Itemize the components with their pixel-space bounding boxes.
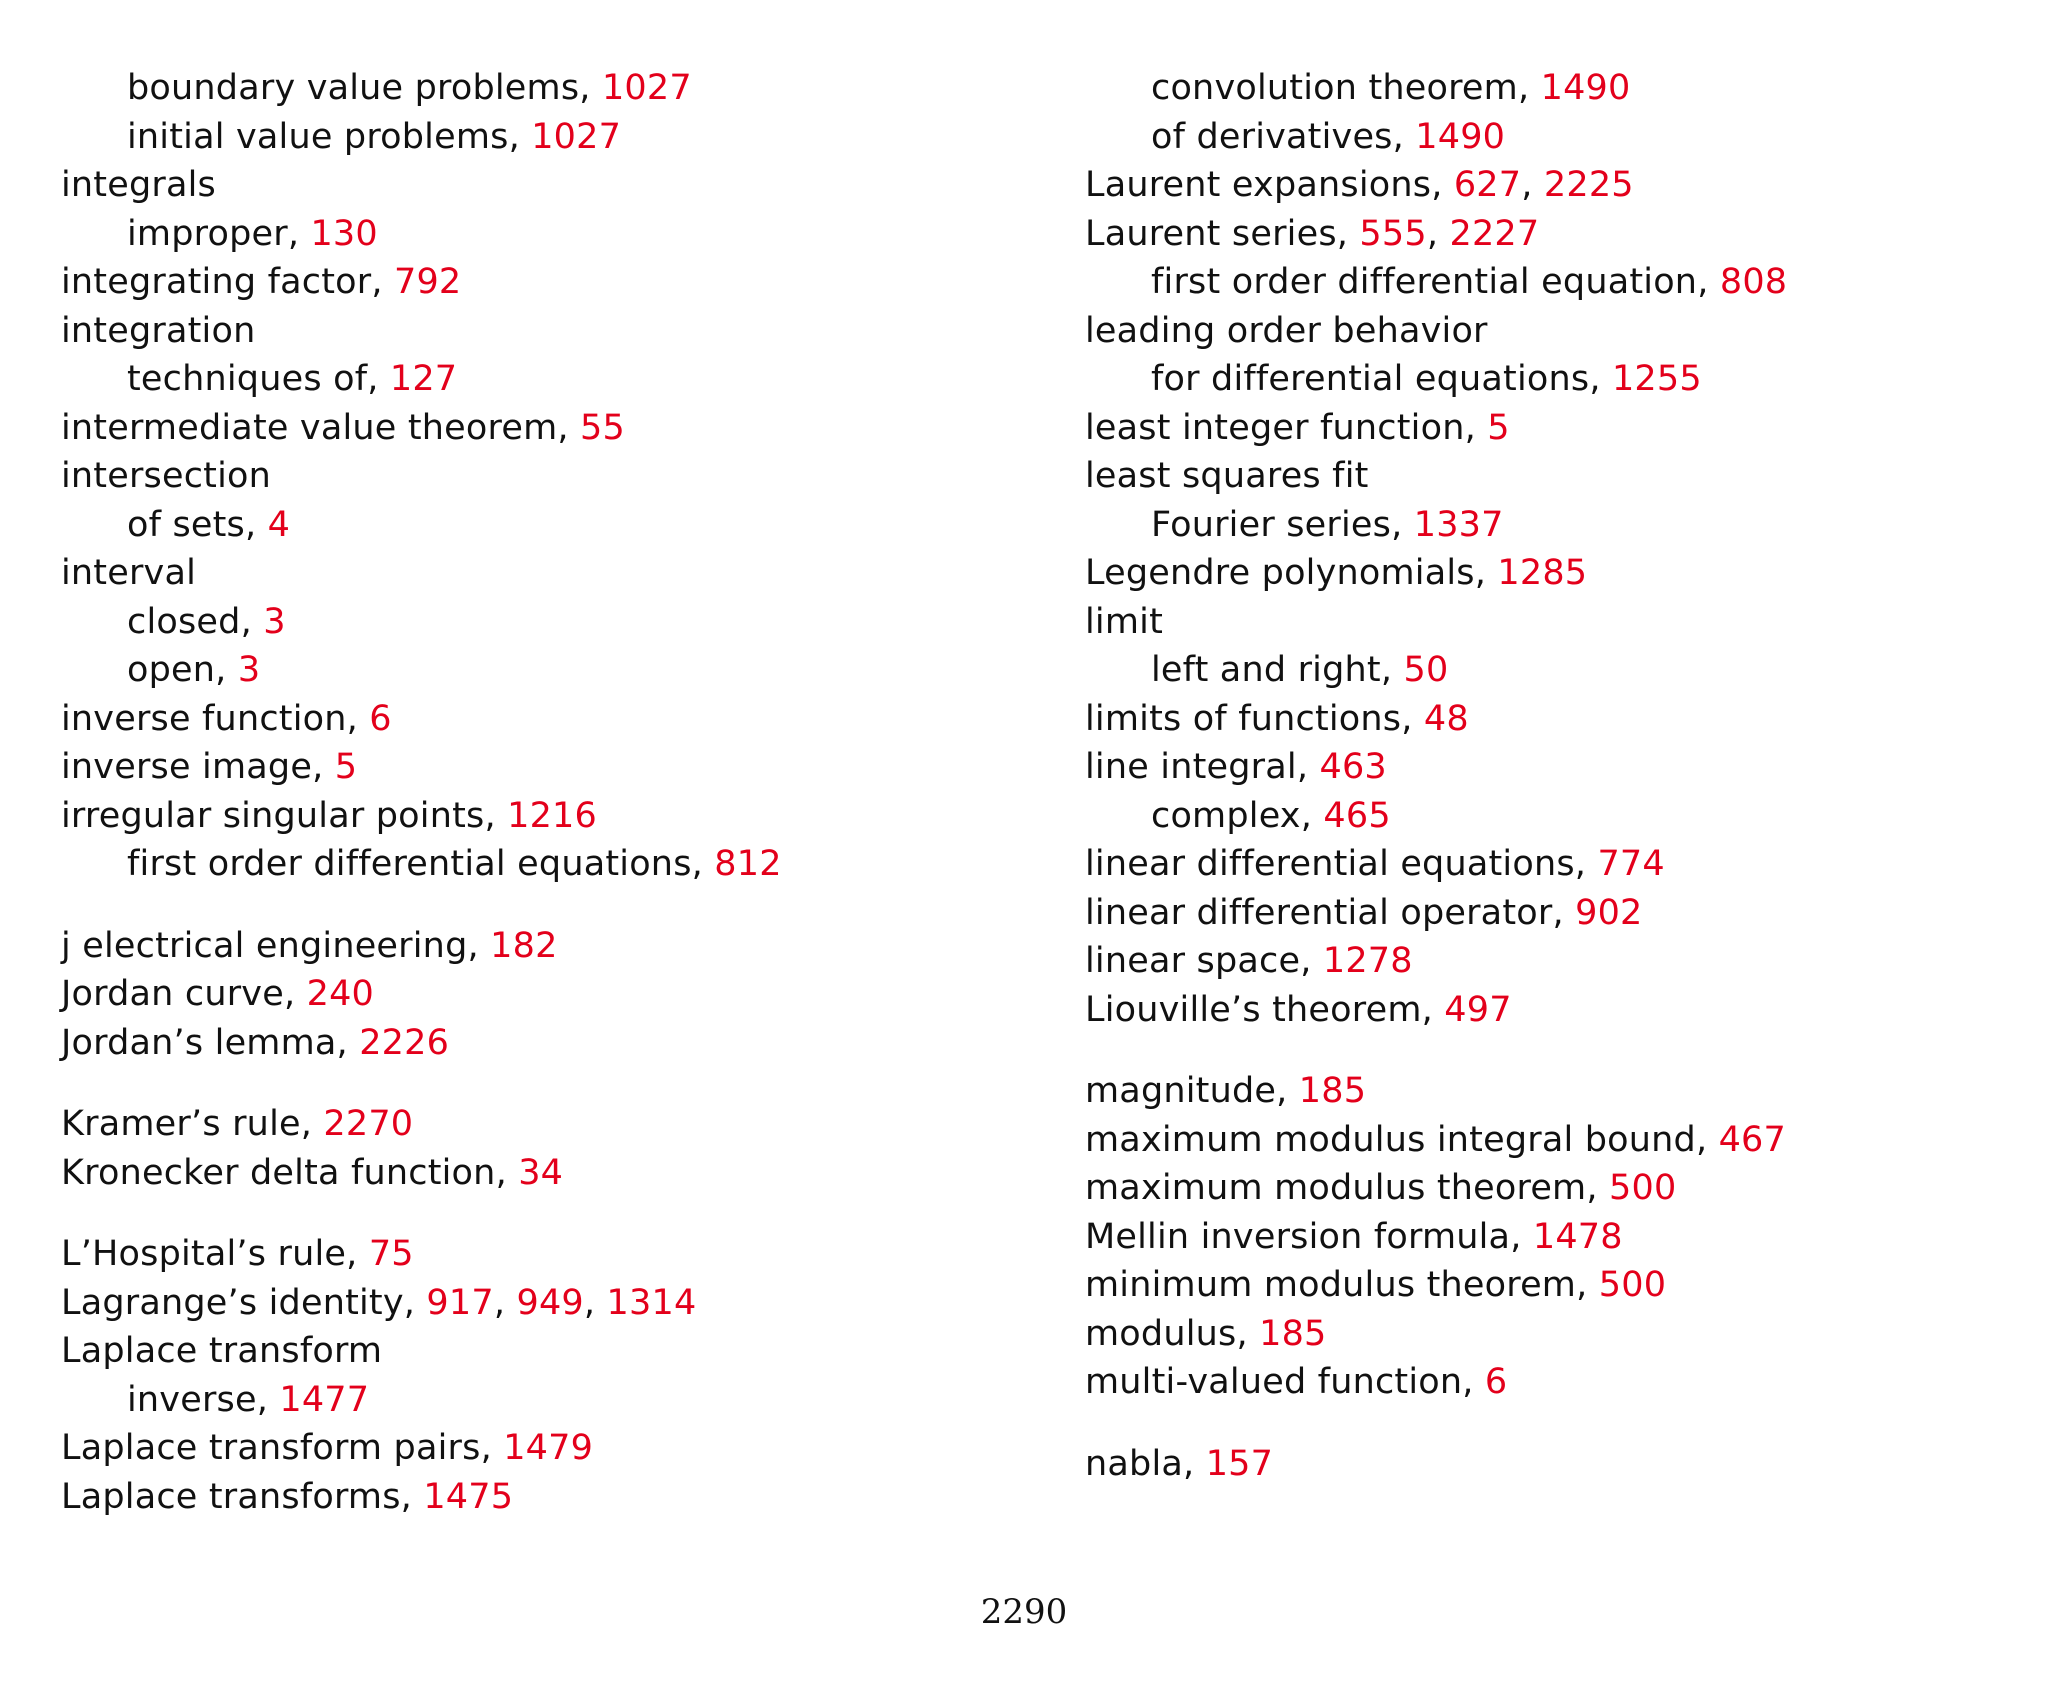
index-term: first order differential equations (127, 844, 692, 884)
index-term: Laplace transform pairs (61, 1428, 481, 1468)
index-term: limits of functions (1085, 698, 1402, 739)
index-term: magnitude (1085, 1071, 1277, 1111)
index-letter-group (1085, 1440, 2045, 1489)
page-reference-link[interactable]: 5 (334, 747, 358, 787)
index-term: Laurent expansions (1085, 165, 1432, 205)
page-reference-link[interactable]: 3 (263, 601, 286, 642)
page-reference-link[interactable]: 55 (580, 407, 625, 448)
page-reference-link[interactable]: 1278 (1322, 941, 1413, 981)
index-term: techniques of (127, 359, 368, 399)
index-term: for differential equations (1151, 359, 1590, 399)
index-term: Kramer’s rule (61, 1104, 301, 1144)
index-entry: intermediate value theorem, 55 (61, 407, 625, 448)
page-reference-link[interactable]: 185 (1298, 1071, 1367, 1111)
index-term: intermediate value theorem (61, 407, 558, 448)
index-term: Mellin inversion formula (1085, 1216, 1511, 1257)
index-letter-group (61, 1100, 1021, 1197)
index-term: Fourier series (1151, 504, 1392, 545)
index-entry: linear space, 1278 (1085, 941, 1413, 981)
index-term: Laplace transform (61, 1331, 383, 1371)
page-number: 2290 (980, 1592, 1068, 1632)
index-entry: Liouville’s theorem, 497 (1085, 989, 1512, 1030)
index-entry: Laplace transforms, 1475 (61, 1476, 514, 1517)
index-term: Legendre polynomials (1085, 553, 1475, 593)
index-term: minimum modulus theorem (1085, 1265, 1577, 1305)
page-reference-link[interactable]: 240 (306, 974, 375, 1014)
page-reference-link[interactable]: 500 (1598, 1265, 1667, 1305)
index-entry: maximum modulus integral bound, 467 (1085, 1119, 1786, 1160)
index-term: Laplace transforms (61, 1476, 401, 1517)
page-reference-link[interactable]: 1027 (601, 68, 692, 108)
index-entry: linear differential operator, 902 (1085, 892, 1643, 933)
index-term: of derivatives (1151, 116, 1393, 157)
index-subentry: complex, 465 (1151, 795, 1391, 836)
index-letter-group (1085, 1067, 2045, 1407)
page-reference-link[interactable]: 48 (1423, 698, 1469, 739)
index-term: open (127, 650, 216, 690)
page-reference-link[interactable]: 130 (310, 213, 378, 254)
index-entry: magnitude, 185 (1085, 1071, 1367, 1111)
index-term: integrals (61, 165, 216, 205)
page-reference-link[interactable]: 1490 (1415, 116, 1506, 157)
index-term: integrating factor (61, 262, 372, 302)
index-entry: L’Hospital’s rule, 75 (61, 1234, 414, 1274)
page-reference-link[interactable]: 3 (237, 650, 261, 690)
page-reference-link[interactable]: 2227 (1449, 213, 1540, 254)
page-reference-link[interactable]: 5 (1487, 407, 1510, 448)
index-term: closed (127, 601, 241, 642)
page-reference-link[interactable]: 75 (368, 1234, 414, 1274)
index-entry: nabla, 157 (1085, 1443, 1274, 1484)
index-term: convolution theorem (1151, 68, 1518, 108)
index-subentry: left and right, 50 (1151, 650, 1449, 690)
page-reference-link[interactable]: 467 (1718, 1119, 1786, 1160)
page-reference-link[interactable]: 50 (1403, 650, 1449, 690)
index-subentry: open, 3 (127, 650, 261, 690)
index-term: leading order behavior (1085, 310, 1488, 351)
index-entry: modulus, 185 (1085, 1313, 1327, 1354)
page-reference-link[interactable]: 1027 (531, 116, 622, 157)
page-reference-link[interactable]: 463 (1319, 747, 1387, 787)
page-reference-link[interactable]: 127 (389, 359, 458, 399)
page-reference-link[interactable]: 2225 (1543, 165, 1634, 205)
index-term: j electrical engineering (61, 925, 468, 966)
page-reference-link[interactable]: 812 (714, 844, 782, 884)
page-reference-link[interactable]: 1285 (1497, 553, 1588, 593)
page-reference-link[interactable]: 2226 (359, 1022, 450, 1063)
page-reference-link[interactable]: 2270 (323, 1104, 414, 1144)
page-reference-link[interactable]: 34 (518, 1152, 564, 1193)
index-term: multi-valued function (1085, 1362, 1463, 1402)
index-entry: Laurent expansions, 627, 2225 (1085, 165, 1634, 205)
index-term: irregular singular points (61, 795, 485, 836)
index-subentry: first order differential equation, 808 (1151, 262, 1788, 302)
page-reference-link[interactable]: 497 (1444, 989, 1512, 1030)
index-subentry: Fourier series, 1337 (1151, 504, 1504, 545)
page-reference-link[interactable]: 774 (1597, 844, 1665, 884)
page-reference-link[interactable]: 182 (490, 925, 558, 966)
page-reference-link[interactable]: 902 (1575, 892, 1643, 933)
index-term: of sets (127, 504, 245, 545)
index-term: least integer function (1085, 407, 1465, 448)
page-reference-link[interactable]: 4 (267, 504, 291, 545)
index-entry: linear differential equations, 774 (1085, 844, 1665, 884)
index-entry: multi-valued function, 6 (1085, 1362, 1508, 1402)
index-entry: Lagrange’s identity, 917, 949, 1314 (61, 1282, 697, 1323)
index-term: L’Hospital’s rule (61, 1234, 347, 1274)
page-reference-link[interactable]: 627 (1453, 165, 1522, 205)
index-term: maximum modulus integral bound (1085, 1119, 1696, 1160)
index-entry (61, 161, 1021, 210)
index-entry: Jordan’s lemma, 2226 (61, 1022, 450, 1063)
page-reference-link[interactable]: 1216 (507, 795, 597, 836)
index-term: least squares fit (1085, 456, 1369, 496)
index-entry: inverse function, 6 (61, 698, 392, 739)
index-term: complex (1151, 795, 1301, 836)
index-subentry: initial value problems, 1027 (127, 116, 622, 157)
index-entry (1085, 452, 2045, 501)
page-reference-link[interactable]: 1478 (1532, 1216, 1623, 1257)
index-entry: limits of functions, 48 (1085, 698, 1469, 739)
page-reference-link[interactable]: 792 (394, 262, 462, 302)
index-term: left and right (1151, 650, 1381, 690)
index-subentry: techniques of, 127 (127, 359, 458, 399)
index-entry (61, 307, 1021, 356)
index-term: integration (61, 310, 256, 351)
index-term: Laurent series (1085, 213, 1337, 254)
index-entry: inverse image, 5 (61, 747, 358, 787)
page-reference-link[interactable]: 465 (1323, 795, 1391, 836)
index-term: Kronecker delta function (61, 1152, 496, 1193)
page-reference-link[interactable]: 917 (426, 1282, 494, 1323)
index-subentry: convolution theorem, 1490 (1151, 68, 1631, 108)
index-subentry: closed, 3 (127, 601, 286, 642)
index-entry: irregular singular points, 1216 (61, 795, 597, 836)
index-entry: least integer function, 5 (1085, 407, 1510, 448)
page-reference-link[interactable]: 1490 (1540, 68, 1631, 108)
index-subentry: of derivatives, 1490 (1151, 116, 1506, 157)
index-entry (61, 549, 1021, 598)
index-term: Jordan’s lemma (61, 1022, 337, 1063)
page-reference-link[interactable]: 1255 (1611, 359, 1702, 399)
index-entry (1085, 598, 2045, 647)
index-entry: Legendre polynomials, 1285 (1085, 553, 1588, 593)
index-term: linear space (1085, 941, 1301, 981)
index-term: Jordan curve (61, 974, 284, 1014)
index-term: linear differential equations (1085, 844, 1575, 884)
index-subentry: improper, 130 (127, 213, 378, 254)
page-reference-link[interactable]: 157 (1205, 1443, 1274, 1484)
index-subentry: first order differential equations, 812 (127, 844, 782, 884)
index-entry (1085, 307, 2045, 356)
page-reference-link[interactable]: 6 (369, 698, 392, 739)
index-term: inverse (127, 1379, 257, 1420)
index-term: inverse image (61, 747, 313, 787)
index-entry: Laurent series, 555, 2227 (1085, 213, 1540, 254)
page-reference-link[interactable]: 1477 (279, 1379, 370, 1420)
index-entry: Kramer’s rule, 2270 (61, 1104, 414, 1144)
page-reference-link[interactable]: 6 (1484, 1362, 1508, 1402)
page-reference-link[interactable]: 555 (1359, 213, 1427, 254)
index-subentry: for differential equations, 1255 (1151, 359, 1702, 399)
index-letter-group (61, 922, 1021, 1068)
index-term: improper (127, 213, 288, 254)
index-letter-group (1085, 64, 2045, 1034)
index-term: intersection (61, 456, 272, 496)
index-term: maximum modulus theorem (1085, 1168, 1587, 1208)
page-reference-link[interactable]: 500 (1609, 1168, 1677, 1208)
index-term: initial value problems (127, 116, 509, 157)
index-entry: integrating factor, 792 (61, 262, 462, 302)
index-term: limit (1085, 601, 1163, 642)
page-reference-link[interactable]: 808 (1719, 262, 1788, 302)
index-letter-group (61, 1230, 1021, 1521)
index-entry (61, 452, 1021, 501)
index-term: nabla (1085, 1443, 1184, 1484)
index-entry: maximum modulus theorem, 500 (1085, 1168, 1677, 1208)
page-reference-link[interactable]: 1475 (423, 1476, 514, 1517)
index-term: interval (61, 553, 197, 593)
index-entry: Kronecker delta function, 34 (61, 1152, 564, 1193)
index-entry: Jordan curve, 240 (61, 974, 375, 1014)
index-subentry: inverse, 1477 (127, 1379, 370, 1420)
index-entry: j electrical engineering, 182 (61, 925, 558, 966)
index-letter-group (61, 64, 1021, 889)
index-term: Lagrange’s identity (61, 1282, 404, 1323)
index-entry: line integral, 463 (1085, 747, 1387, 787)
index-column-left (61, 64, 1021, 1521)
page-reference-link[interactable]: 949 (516, 1282, 584, 1323)
index-entry: Mellin inversion formula, 1478 (1085, 1216, 1623, 1257)
index-entry: Laplace transform pairs, 1479 (61, 1428, 594, 1468)
index-term: inverse function (61, 698, 347, 739)
index-term: line integral (1085, 747, 1297, 787)
index-entry: minimum modulus theorem, 500 (1085, 1265, 1667, 1305)
index-term: Liouville’s theorem (1085, 989, 1422, 1030)
index-column-right (1085, 64, 2045, 1488)
index-subentry: of sets, 4 (127, 504, 291, 545)
page-reference-link[interactable]: 1314 (606, 1282, 697, 1323)
page-reference-link[interactable]: 1479 (503, 1428, 594, 1468)
page-reference-link[interactable]: 185 (1259, 1313, 1327, 1354)
index-term: first order differential equation (1151, 262, 1698, 302)
index-term: modulus (1085, 1313, 1237, 1354)
index-term: linear differential operator (1085, 892, 1553, 933)
index-subentry: boundary value problems, 1027 (127, 68, 692, 108)
index-entry (61, 1327, 1021, 1376)
page-reference-link[interactable]: 1337 (1413, 504, 1504, 545)
index-term: boundary value problems (127, 68, 580, 108)
